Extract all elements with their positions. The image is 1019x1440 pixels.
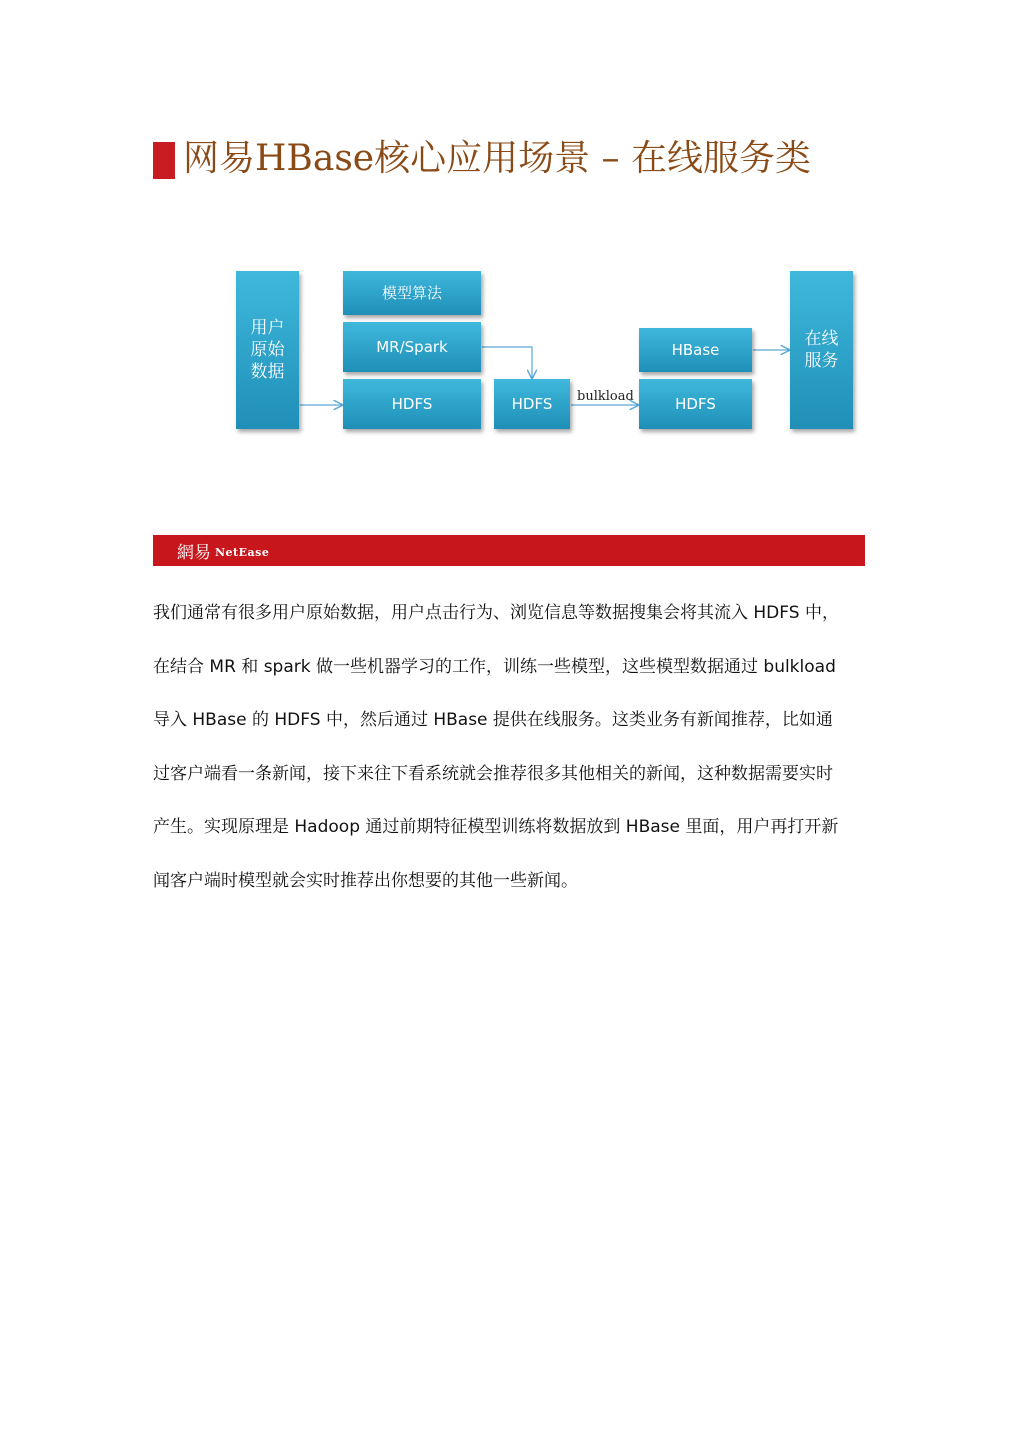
body-line: 闻客户端时模型就会实时推荐出你想要的其他一些新闻。 [153, 870, 578, 891]
node-hdfs-3-label: HDFS [675, 395, 716, 413]
node-hbase [639, 328, 752, 372]
node-online-service-label: 在线 服务 [804, 329, 839, 371]
arrow-mrspark-to-hdfs [482, 347, 532, 378]
body-line: 我们通常有很多用户原始数据，用户点击行为、浏览信息等数据搜集会将其流入 HDFS 中， [153, 603, 839, 623]
node-hdfs-1 [343, 379, 481, 429]
node-model-algorithm-label: 模型算法 [381, 284, 442, 302]
brand-band [153, 535, 865, 566]
node-online-service [790, 271, 853, 429]
body-line: 过客户端看一条新闻，接下来往下看系统就会推荐很多其他相关的新闻，这种数据需要实时 [153, 763, 833, 784]
bulkload-label: bulkload [577, 389, 634, 404]
node-user-raw-data [236, 271, 299, 429]
node-user-raw-data-label: 用户 原始 数据 [250, 318, 285, 382]
netease-logo: 網易 [177, 543, 211, 563]
node-hbase-label: HBase [671, 341, 720, 359]
node-hdfs-3 [639, 379, 752, 429]
netease-wordmark: NetEase [215, 546, 270, 559]
node-hdfs-1-label: HDFS [391, 395, 433, 413]
body-line: 导入 HBase 的 HDFS 中，然后通过 HBase 提供在线服务。这类业务有新闻推荐，比如通 [153, 710, 833, 730]
body-line: 在结合 MR 和 spark 做一些机器学习的工作，训练一些模型，这些模型数据通过 bulkload [153, 656, 836, 677]
node-model-algorithm [343, 271, 481, 315]
diagram-arrows [0, 0, 1019, 520]
body-line: 产生。实现原理是 Hadoop 通过前期特征模型训练将数据放到 HBase 里面，用户再打开新 [153, 817, 839, 837]
node-mr-spark [343, 322, 481, 372]
page-title: 网易HBase核心应用场景 – 在线服务类 [183, 138, 811, 179]
node-hdfs-2 [494, 379, 570, 429]
node-mr-spark-label: MR/Spark [376, 338, 448, 356]
body-paragraph [153, 587, 867, 908]
node-hdfs-2-label: HDFS [511, 395, 553, 413]
